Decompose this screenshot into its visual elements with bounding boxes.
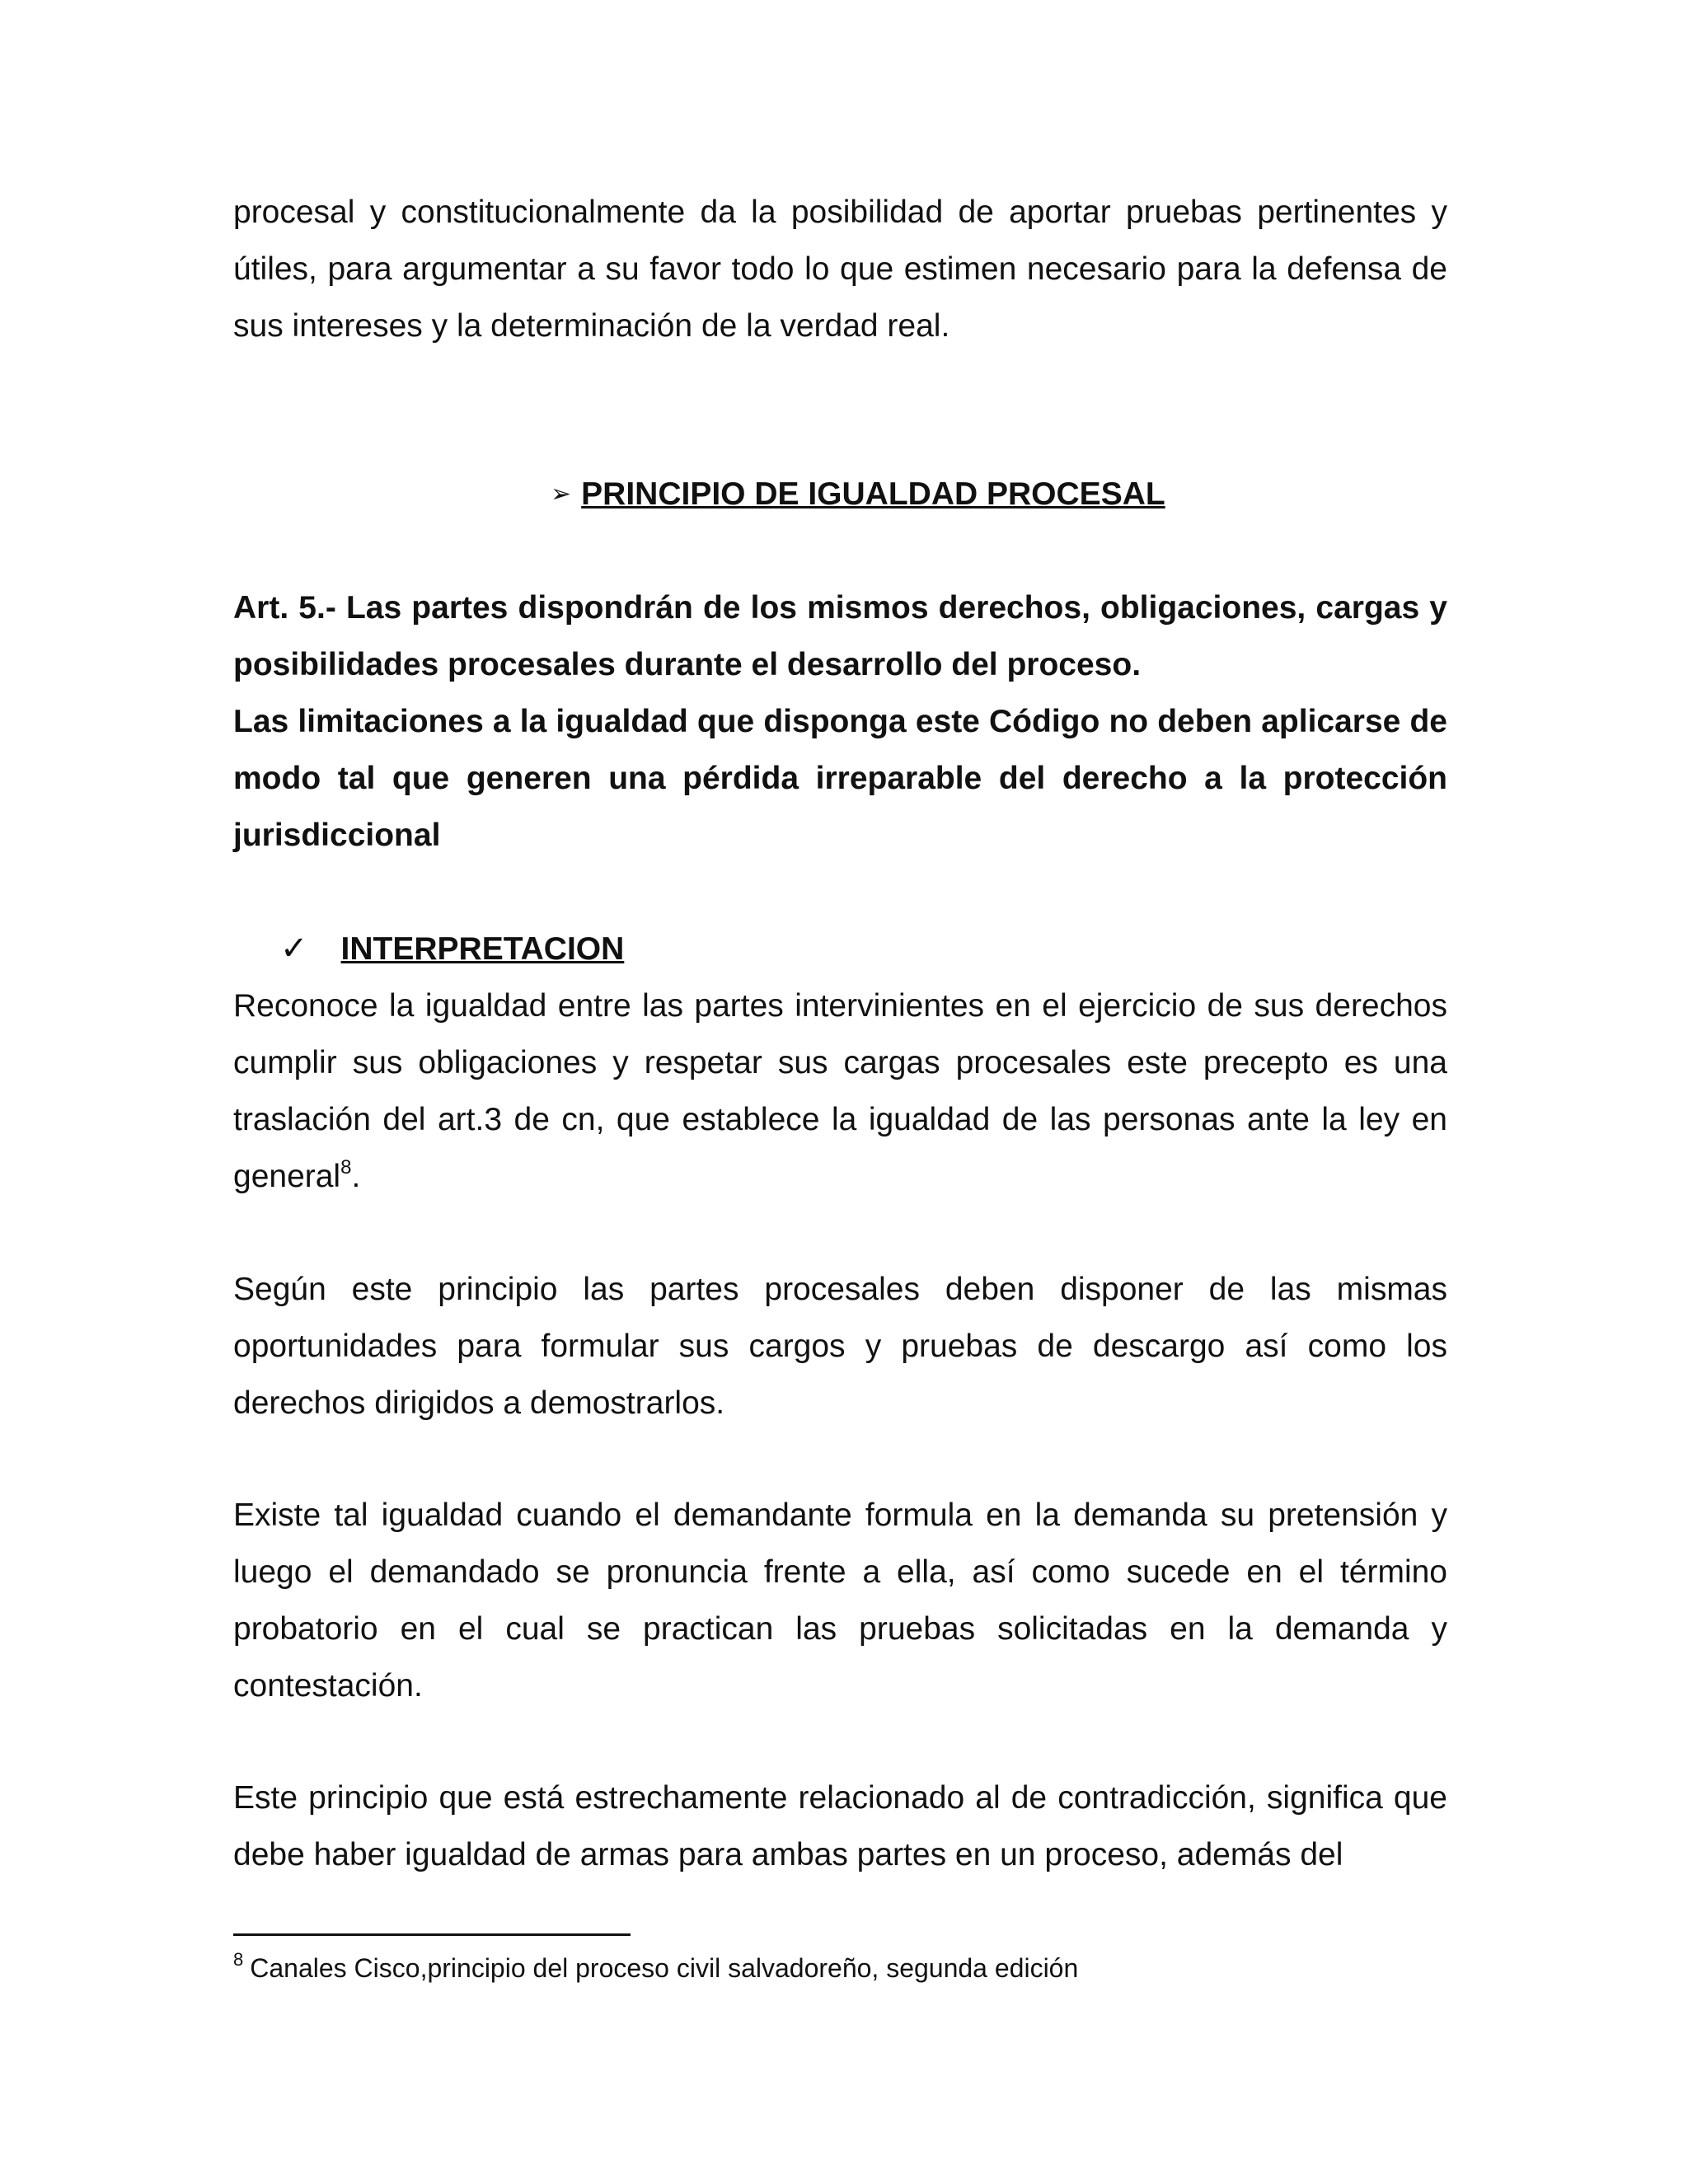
paragraph-continuation: procesal y constitucionalmente da la posibilidad de aportar pruebas pertinentes y útiles, para argumentar a su favor todo lo que estimen necesario para la defensa de sus intereses y la determinación de la verdad real.	[233, 194, 1447, 344]
article-5-line-1: Art. 5.- Las partes dispondrán de los mismos derechos, obligaciones, cargas y posibilidades procesales durante el desarrollo del proceso.	[233, 590, 1447, 682]
paragraph-segun-principio: Según este principio las partes procesales deben disponer de las mismas oportunidades para formular sus cargos y pruebas de descargo así como los derechos dirigidos a demostrarlos.	[233, 1272, 1447, 1421]
article-5-line-2: Las limitaciones a la igualdad que disponga este Código no deben aplicarse de modo tal que generen una pérdida irreparable del derecho a la protección jurisdiccional	[233, 704, 1447, 853]
paragraph-interpretation	[233, 977, 1447, 1205]
checkmark-bullet-icon: ✓	[280, 930, 308, 967]
section-heading-label: PRINCIPIO DE IGUALDAD PROCESAL	[581, 476, 1165, 512]
footnote-text: Canales Cisco,principio del proceso civil salvadoreño, segunda edición	[250, 1953, 1079, 1983]
paragraph-este-principio: Este principio que está estrechamente relacionado al de contradicción, significa que debe haber igualdad de armas para ambas partes en un proceso, además del	[233, 1780, 1447, 1872]
section-heading-igualdad-procesal	[551, 466, 1165, 523]
arrow-bullet-icon: ➢	[551, 480, 572, 508]
paragraph-interpretation-text: Reconoce la igualdad entre las partes intervinientes en el ejercicio de sus derechos cumplir sus obligaciones y respetar sus cargas procesales este precepto es una traslación del art.3 de cn, que establece la igualdad de las personas ante la ley en general	[233, 988, 1447, 1194]
paragraph-interpretation-end: .	[351, 1159, 361, 1194]
footnote-separator	[233, 1933, 631, 1936]
subsection-heading-interpretacion	[280, 921, 624, 977]
article-5-block	[233, 579, 1447, 864]
footnote	[233, 1950, 1078, 1986]
footnote-number: 8	[233, 1949, 244, 1970]
footnote-reference: 8	[340, 1156, 352, 1179]
paragraph-existe-igualdad: Existe tal igualdad cuando el demandante formula en la demanda su pretensión y luego el demandado se pronuncia frente a ella, así como sucede en el término probatorio en el cual se practican las pruebas solicitadas en la demanda y contestación.	[233, 1497, 1447, 1704]
subsection-heading-label: INTERPRETACION	[340, 931, 625, 967]
